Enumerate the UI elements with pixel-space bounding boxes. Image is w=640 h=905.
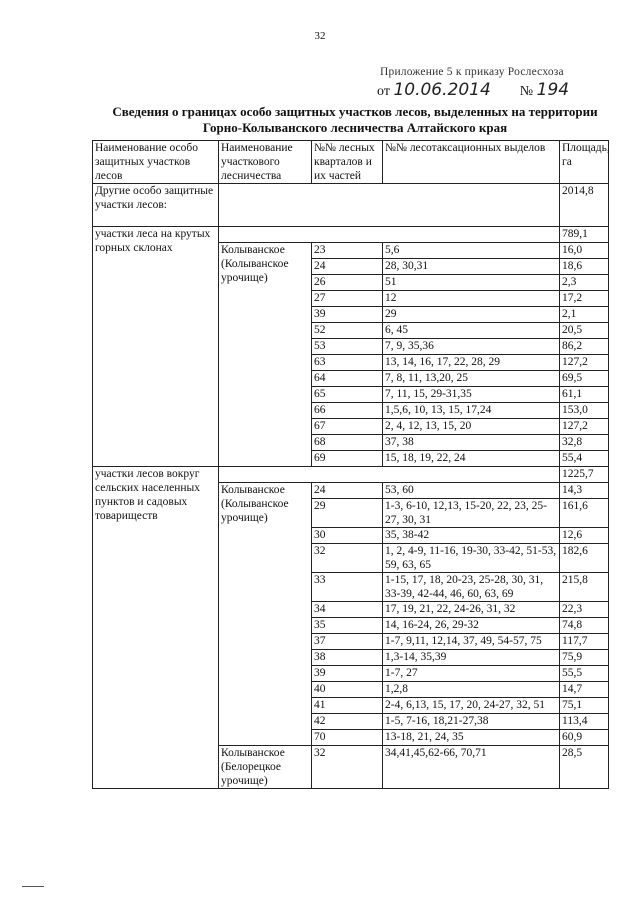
allotments-cell: 37, 38 <box>383 435 560 451</box>
group-area: 789,1 <box>560 227 609 243</box>
quarter-cell: 52 <box>312 323 383 339</box>
area-cell: 127,2 <box>560 419 609 435</box>
header-area-name: Наименование особо защитных участков лесов <box>93 141 219 184</box>
document-title: Сведения о границах особо защитных участков лесов, выделенных на территории Горно-Колыванского лесничества Алтайского края <box>112 104 598 135</box>
area-cell: 75,1 <box>560 698 609 714</box>
quarter-cell: 39 <box>312 666 383 682</box>
area-cell: 60,9 <box>560 730 609 746</box>
header-forestry: Наименование участкового лесничества <box>219 141 312 184</box>
allotments-cell: 1-7, 9,11, 12,14, 37, 49, 54-57, 75 <box>383 634 560 650</box>
allotments-cell: 13-18, 21, 24, 35 <box>383 730 560 746</box>
allotments-cell: 1-3, 6-10, 12,13, 15-20, 22, 23, 25-27, 30, 31 <box>383 499 560 528</box>
allotments-cell: 1,2,8 <box>383 682 560 698</box>
other-areas-area: 2014,8 <box>560 184 609 227</box>
allotments-cell: 1,3-14, 35,39 <box>383 650 560 666</box>
area-cell: 69,5 <box>560 371 609 387</box>
appendix-caption: Приложение 5 к приказу Рослесхоза <box>380 66 564 78</box>
quarter-cell: 68 <box>312 435 383 451</box>
quarter-cell: 63 <box>312 355 383 371</box>
group-name: участки леса на крутых горных склонах <box>93 227 219 467</box>
header-area-ha: Площадь, га <box>560 141 609 184</box>
empty-cell <box>219 227 560 243</box>
group-area: 1225,7 <box>560 467 609 483</box>
page-number: 32 <box>314 30 326 42</box>
allotments-cell: 2-4, 6,13, 15, 17, 20, 24-27, 32, 51 <box>383 698 560 714</box>
quarter-cell: 32 <box>312 544 383 573</box>
order-line <box>377 80 569 100</box>
forestry-name: Колыванское (Колыванское урочище) <box>219 243 312 467</box>
quarter-cell: 66 <box>312 403 383 419</box>
allotments-cell: 1-7, 27 <box>383 666 560 682</box>
allotments-cell: 29 <box>383 307 560 323</box>
allotments-cell: 34,41,45,62-66, 70,71 <box>383 746 560 789</box>
allotments-cell: 51 <box>383 275 560 291</box>
table-header-row <box>93 141 609 184</box>
area-cell: 20,5 <box>560 323 609 339</box>
quarter-cell: 29 <box>312 499 383 528</box>
quarter-cell: 39 <box>312 307 383 323</box>
quarter-cell: 32 <box>312 746 383 789</box>
group-name: участки лесов вокруг сельских населенных пунктов и садовых товариществ <box>93 467 219 789</box>
empty-cell <box>219 467 560 483</box>
allotments-cell: 1-15, 17, 18, 20-23, 25-28, 30, 31, 33-39, 42-44, 46, 60, 63, 69 <box>383 573 560 602</box>
area-cell: 127,2 <box>560 355 609 371</box>
group-header-row <box>93 467 609 483</box>
group-header-row <box>93 227 609 243</box>
quarter-cell: 37 <box>312 634 383 650</box>
area-cell: 215,8 <box>560 573 609 602</box>
empty-cell <box>219 184 560 227</box>
allotments-cell: 28, 30,31 <box>383 259 560 275</box>
area-cell: 12,6 <box>560 528 609 544</box>
allotments-cell: 1,5,6, 10, 13, 15, 17,24 <box>383 403 560 419</box>
allotments-cell: 12 <box>383 291 560 307</box>
quarter-cell: 65 <box>312 387 383 403</box>
area-cell: 75,9 <box>560 650 609 666</box>
quarter-cell: 69 <box>312 451 383 467</box>
quarter-cell: 64 <box>312 371 383 387</box>
header-allotments: №№ лесотаксационных выделов <box>383 141 560 184</box>
quarter-cell: 70 <box>312 730 383 746</box>
area-cell: 2,3 <box>560 275 609 291</box>
forestry-name: Колыванское (Колыванское урочище) <box>219 483 312 746</box>
area-cell: 28,5 <box>560 746 609 789</box>
quarter-cell: 30 <box>312 528 383 544</box>
area-cell: 32,8 <box>560 435 609 451</box>
allotments-cell: 7, 9, 35,36 <box>383 339 560 355</box>
area-cell: 182,6 <box>560 544 609 573</box>
area-cell: 2,1 <box>560 307 609 323</box>
allotments-cell: 17, 19, 21, 22, 24-26, 31, 32 <box>383 602 560 618</box>
area-cell: 61,1 <box>560 387 609 403</box>
quarter-cell: 67 <box>312 419 383 435</box>
area-cell: 86,2 <box>560 339 609 355</box>
quarter-cell: 33 <box>312 573 383 602</box>
area-cell: 14,3 <box>560 483 609 499</box>
forestry-name: Колыванское (Белорецкое урочище) <box>219 746 312 789</box>
quarter-cell: 27 <box>312 291 383 307</box>
quarter-cell: 24 <box>312 259 383 275</box>
footer-line <box>22 886 44 887</box>
quarter-cell: 42 <box>312 714 383 730</box>
area-cell: 55,5 <box>560 666 609 682</box>
order-date: 10.06.2014 <box>393 80 491 100</box>
area-cell: 113,4 <box>560 714 609 730</box>
quarter-cell: 23 <box>312 243 383 259</box>
area-cell: 55,4 <box>560 451 609 467</box>
allotments-cell: 14, 16-24, 26, 29-32 <box>383 618 560 634</box>
quarter-cell: 26 <box>312 275 383 291</box>
area-cell: 74,8 <box>560 618 609 634</box>
protected-areas-table <box>92 140 609 789</box>
allotments-cell: 35, 38-42 <box>383 528 560 544</box>
other-areas-row <box>93 184 609 227</box>
area-cell: 14,7 <box>560 682 609 698</box>
area-cell: 22,3 <box>560 602 609 618</box>
allotments-cell: 5,6 <box>383 243 560 259</box>
order-number-sign: № <box>519 84 534 99</box>
quarter-cell: 41 <box>312 698 383 714</box>
allotments-cell: 53, 60 <box>383 483 560 499</box>
area-cell: 17,2 <box>560 291 609 307</box>
order-number: 194 <box>536 80 570 100</box>
table-body <box>93 184 609 789</box>
quarter-cell: 24 <box>312 483 383 499</box>
quarter-cell: 38 <box>312 650 383 666</box>
header-quarters: №№ лесных кварталов и их частей <box>312 141 383 184</box>
quarter-cell: 53 <box>312 339 383 355</box>
allotments-cell: 15, 18, 19, 22, 24 <box>383 451 560 467</box>
area-cell: 117,7 <box>560 634 609 650</box>
quarter-cell: 40 <box>312 682 383 698</box>
quarter-cell: 35 <box>312 618 383 634</box>
allotments-cell: 7, 8, 11, 13,20, 25 <box>383 371 560 387</box>
allotments-cell: 2, 4, 12, 13, 15, 20 <box>383 419 560 435</box>
allotments-cell: 1, 2, 4-9, 11-16, 19-30, 33-42, 51-53, 59, 63, 65 <box>383 544 560 573</box>
quarter-cell: 34 <box>312 602 383 618</box>
area-cell: 18,6 <box>560 259 609 275</box>
other-areas-label: Другие особо защитные участки лесов: <box>93 184 219 227</box>
order-prefix: от <box>377 84 390 99</box>
allotments-cell: 13, 14, 16, 17, 22, 28, 29 <box>383 355 560 371</box>
allotments-cell: 6, 45 <box>383 323 560 339</box>
area-cell: 16,0 <box>560 243 609 259</box>
area-cell: 153,0 <box>560 403 609 419</box>
area-cell: 161,6 <box>560 499 609 528</box>
allotments-cell: 7, 11, 15, 29-31,35 <box>383 387 560 403</box>
allotments-cell: 1-5, 7-16, 18,21-27,38 <box>383 714 560 730</box>
